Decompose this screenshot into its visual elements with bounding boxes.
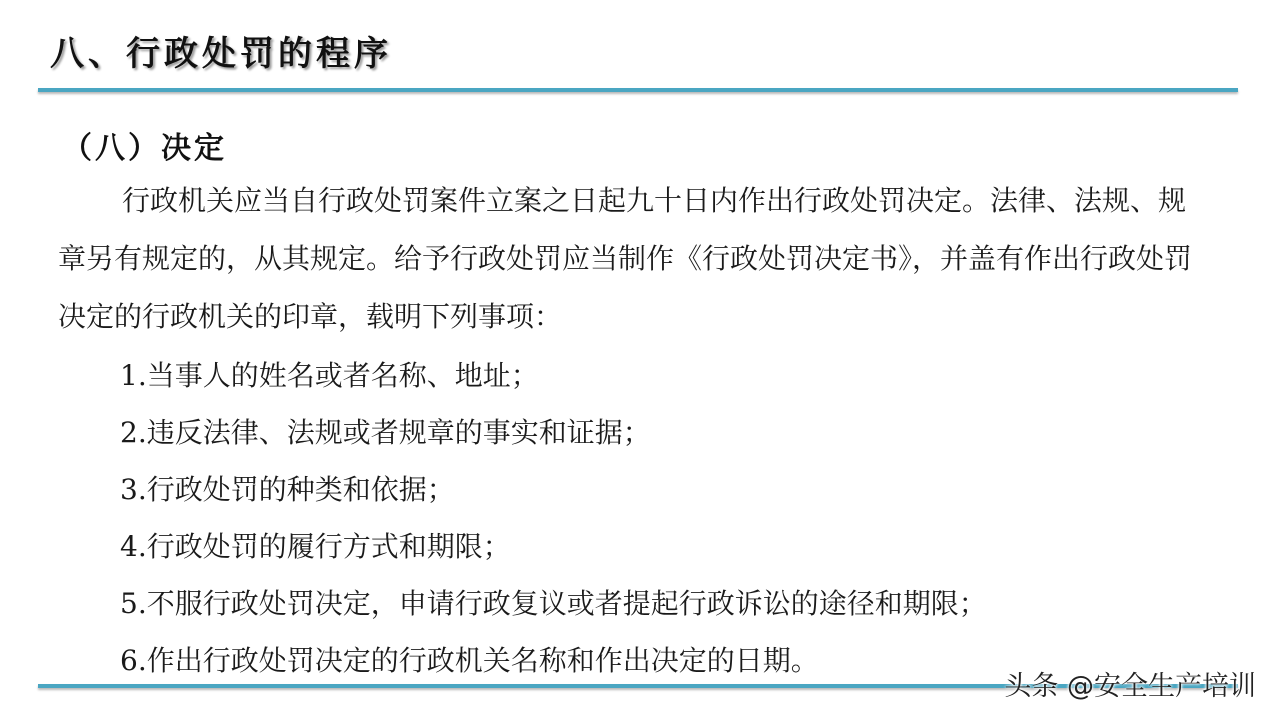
list-item: 2.违反法律、法规或者规章的事实和证据； [120,416,651,449]
list-item: 4.行政处罚的履行方式和期限； [120,530,511,563]
section-heading: （八）决定 [62,131,227,166]
list-item: 1.当事人的姓名或者名称、地址； [120,359,539,392]
title-divider [38,88,1238,92]
list-item: 6.作出行政处罚决定的行政机关名称和作出决定的日期。 [120,644,819,677]
slide-title: 八、行政处罚的程序 [50,34,392,74]
watermark-text: 头条 @安全生产培训 [1004,671,1256,702]
list-item: 5.不服行政处罚决定，申请行政复议或者提起行政诉讼的途径和期限； [120,587,987,620]
list-item: 3.行政处罚的种类和依据； [120,473,455,506]
body-paragraph: 行政机关应当自行政处罚案件立案之日起九十日内作出行政处罚决定。法律、法规、规章另有规定的，从其规定。给予行政处罚应当制作《行政处罚决定书》，并盖有作出行政处罚决定的行政机关的印章，载明下列事项： [58,184,1193,333]
item-list [120,347,987,689]
